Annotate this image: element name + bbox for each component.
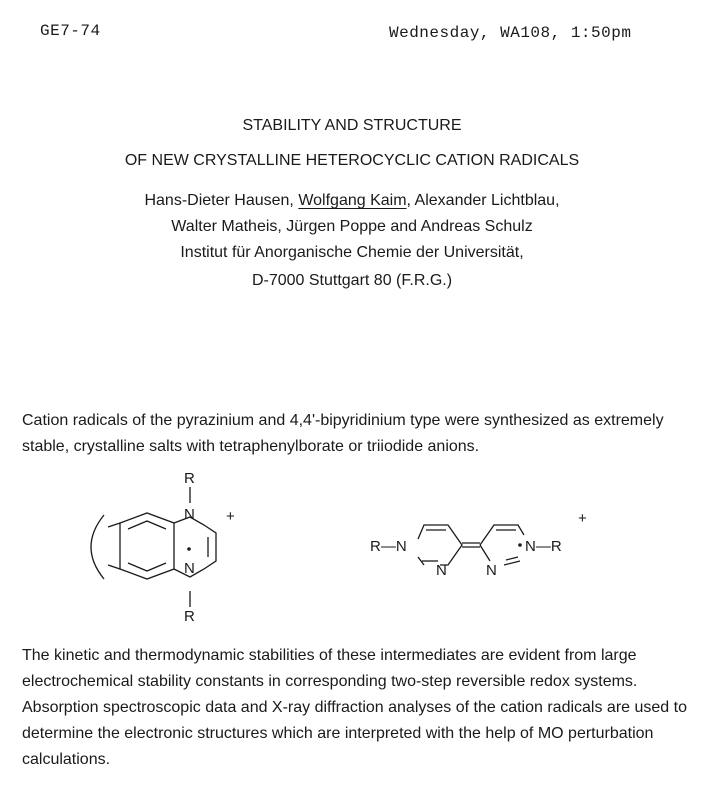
left-ring (418, 525, 462, 565)
r-bottom: R (184, 608, 195, 625)
body-paragraph: The kinetic and thermodynamic stabilities of these intermediates are evident from large electrochemical stability constants in corresponding two-step reversible redox systems. Absorption spectroscopic data and X-ray diffraction analyses of the cation radicals are used to determine the electronic structures which are interpreted with the help of MO perturbation calculations. (22, 647, 687, 768)
affiliation-line-1: Institut für Anorganische Chemie der Universität, (180, 244, 524, 261)
authors-line-2: Walter Matheis, Jürgen Poppe and Andreas Schulz (171, 218, 533, 235)
author-hausen: Hans-Dieter Hausen, (144, 192, 294, 209)
n-left-ring: N (436, 562, 447, 579)
bipyridinium-structure (418, 525, 524, 565)
n-r-right: N—R (525, 538, 562, 555)
abstract-code: GE7-74 (40, 22, 101, 40)
r-n-left: R—N (370, 538, 407, 555)
session-info: Wednesday, WA108, 1:50pm (389, 24, 632, 42)
pyrazinium-structure (91, 487, 216, 607)
n-bottom: N (184, 560, 195, 577)
intro-paragraph: Cation radicals of the pyrazinium and 4,4'-bipyridinium type were synthesized as extremely stable, crystalline salts with tetraphenylborate or triiodide anions. (22, 412, 664, 455)
presenting-author: Wolfgang Kaim (298, 192, 407, 209)
radical-dot-2 (518, 543, 522, 547)
benzo-ring (120, 513, 174, 579)
right-ring (480, 525, 524, 545)
n-right-ring: N (486, 562, 497, 579)
title-line-1: STABILITY AND STRUCTURE (242, 117, 462, 134)
left-parenthesis (91, 515, 104, 579)
author-rest: , Alexander Lichtblau, (406, 192, 560, 209)
radical-dot-1 (187, 547, 191, 551)
title-line-2: OF NEW CRYSTALLINE HETEROCYCLIC CATION RADICALS (124, 152, 580, 169)
pyrazine-ring (174, 517, 216, 577)
charge-1: + (226, 508, 235, 525)
charge-2: + (578, 510, 587, 527)
n-top: N (184, 506, 195, 523)
chemical-structures (0, 465, 704, 625)
authors-line-1 (0, 192, 704, 210)
affiliation-line-2: D-7000 Stuttgart 80 (F.R.G.) (251, 272, 453, 289)
r-top: R (184, 470, 195, 487)
